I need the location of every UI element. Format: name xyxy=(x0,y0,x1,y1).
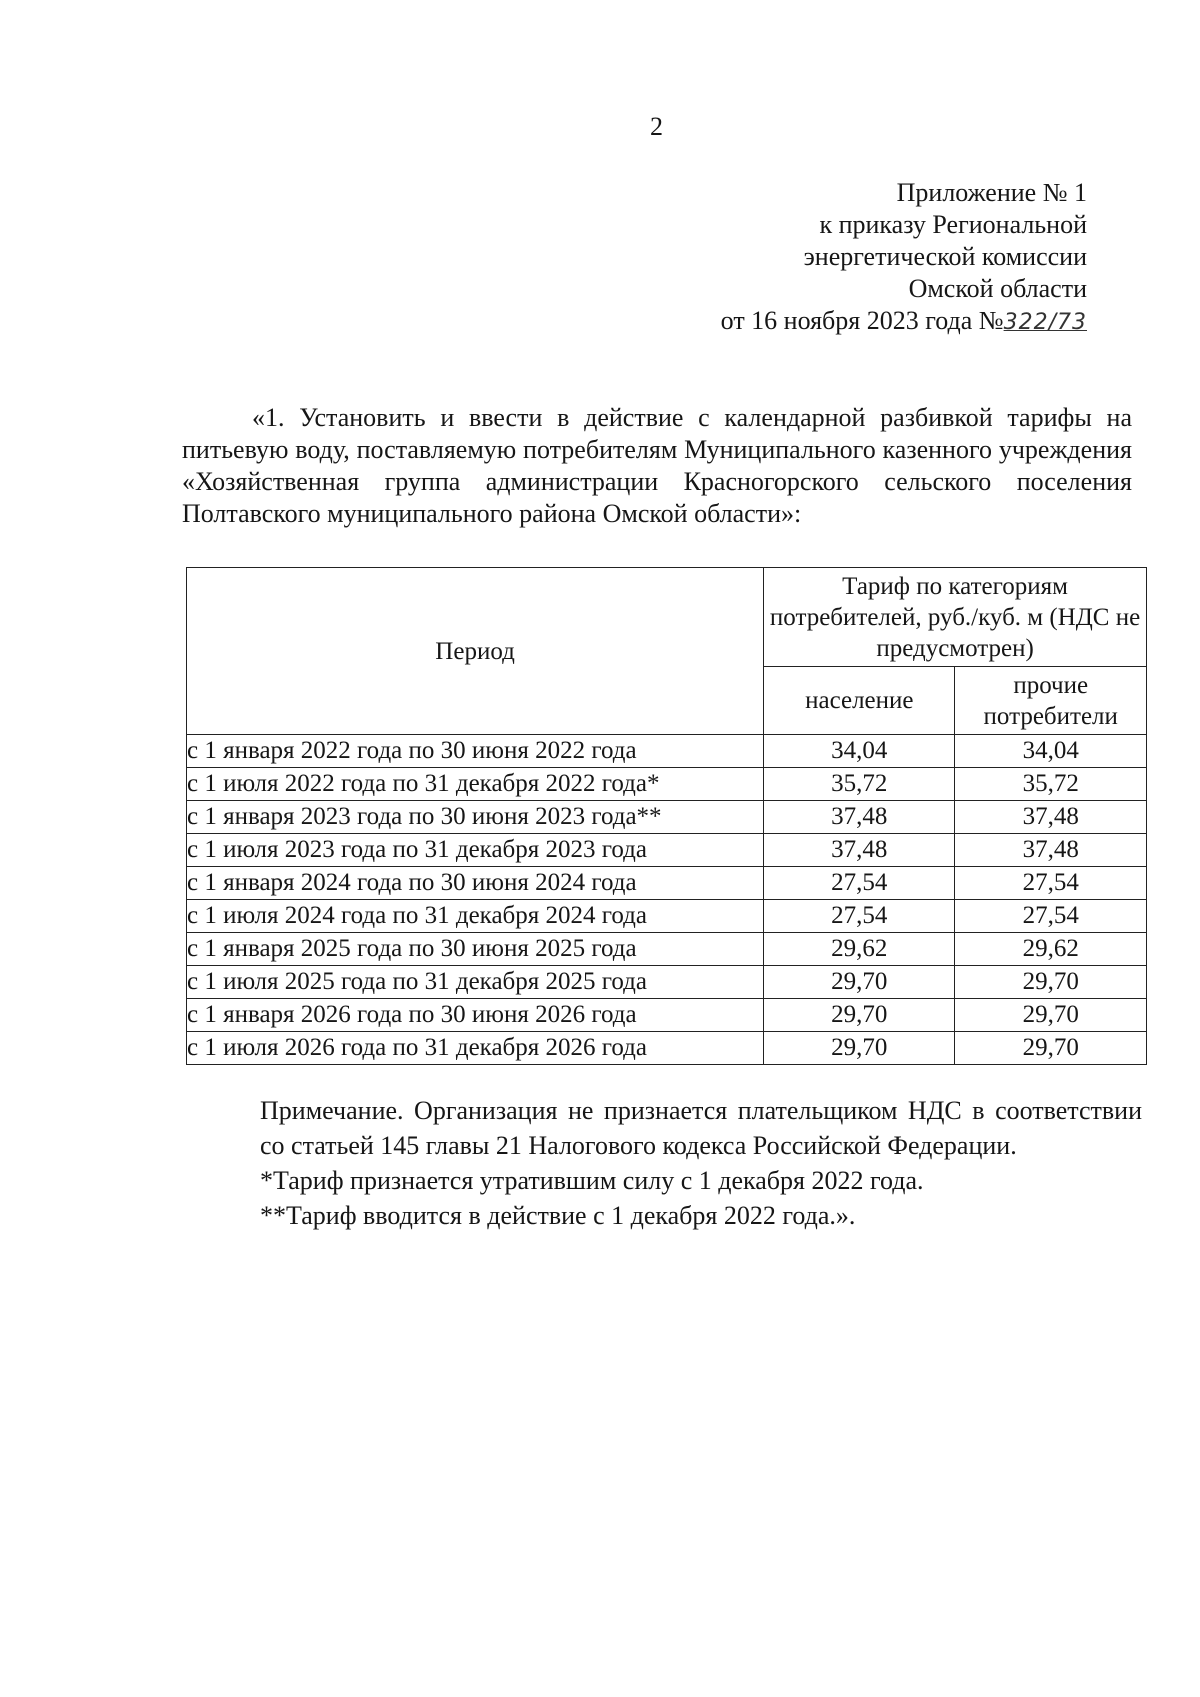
appendix-order-ref: к приказу Региональной xyxy=(819,210,1087,239)
appendix-region: Омской области xyxy=(908,274,1087,303)
row-population-value: 29,70 xyxy=(764,999,955,1032)
table-row xyxy=(187,801,1147,834)
row-population-value: 29,70 xyxy=(764,966,955,999)
appendix-date-line xyxy=(721,305,1087,339)
order-number-handwritten: 322/73 xyxy=(1003,310,1087,335)
row-period: с 1 июля 2023 года по 31 декабря 2023 года xyxy=(187,834,764,867)
header-tariff: Тариф по категориям потребителей, руб./куб. м (НДС не предусмотрен) xyxy=(764,568,1147,667)
row-period: с 1 января 2022 года по 30 июня 2022 года xyxy=(187,735,764,768)
row-period: с 1 января 2026 года по 30 июня 2026 года xyxy=(187,999,764,1032)
row-other-value: 29,70 xyxy=(955,999,1147,1032)
row-other-value: 35,72 xyxy=(955,768,1147,801)
row-population-value: 37,48 xyxy=(764,801,955,834)
table-row xyxy=(187,867,1147,900)
row-other-value: 27,54 xyxy=(955,900,1147,933)
row-population-value: 29,62 xyxy=(764,933,955,966)
table-row xyxy=(187,999,1147,1032)
header-period: Период xyxy=(187,568,764,735)
row-period: с 1 января 2025 года по 30 июня 2025 года xyxy=(187,933,764,966)
table-row xyxy=(187,1032,1147,1065)
table-row xyxy=(187,735,1147,768)
appendix-date: от 16 ноября 2023 года № xyxy=(720,306,1004,335)
footnote-1: *Тариф признается утратившим силу с 1 декабря 2022 года. xyxy=(260,1166,924,1195)
row-period: с 1 января 2024 года по 30 июня 2024 года xyxy=(187,867,764,900)
notes-section xyxy=(182,1093,1142,1233)
row-period: с 1 июля 2022 года по 31 декабря 2022 года* xyxy=(187,768,764,801)
row-period: с 1 июля 2026 года по 31 декабря 2026 года xyxy=(187,1032,764,1065)
row-population-value: 27,54 xyxy=(764,867,955,900)
row-other-value: 34,04 xyxy=(955,735,1147,768)
note-paragraph: Примечание. Организация не признается плательщиком НДС в соответствии со статьей 145 главы 21 Налогового кодекса Российской Федерации. xyxy=(260,1096,1142,1160)
header-other-consumers: прочие потребители xyxy=(955,667,1147,735)
row-population-value: 35,72 xyxy=(764,768,955,801)
row-population-value: 27,54 xyxy=(764,900,955,933)
row-population-value: 34,04 xyxy=(764,735,955,768)
row-period: с 1 июля 2024 года по 31 декабря 2024 года xyxy=(187,900,764,933)
table-row xyxy=(187,900,1147,933)
row-other-value: 37,48 xyxy=(955,801,1147,834)
row-other-value: 27,54 xyxy=(955,867,1147,900)
row-population-value: 29,70 xyxy=(764,1032,955,1065)
row-other-value: 29,70 xyxy=(955,1032,1147,1065)
row-other-value: 37,48 xyxy=(955,834,1147,867)
table-row xyxy=(187,966,1147,999)
row-period: с 1 января 2023 года по 30 июня 2023 года** xyxy=(187,801,764,834)
appendix-commission: энергетической комиссии xyxy=(803,242,1087,271)
appendix-title: Приложение № 1 xyxy=(896,178,1087,207)
table-row xyxy=(187,933,1147,966)
page-number: 2 xyxy=(650,112,663,141)
row-population-value: 37,48 xyxy=(764,834,955,867)
header-population: население xyxy=(764,667,955,735)
row-other-value: 29,62 xyxy=(955,933,1147,966)
intro-text: «1. Установить и ввести в действие с календарной разбивкой тарифы на питьевую воду, поставляемую потребителям Муниципального казенного учреждения «Хозяйственная группа администрации Красногорского сельского поселения Полтавского муниципального района Омской области»: xyxy=(182,403,1132,528)
row-other-value: 29,70 xyxy=(955,966,1147,999)
appendix-header xyxy=(721,177,1087,339)
footnote-2: **Тариф вводится в действие с 1 декабря 2022 года.». xyxy=(260,1201,856,1230)
table-row xyxy=(187,768,1147,801)
table-row xyxy=(187,834,1147,867)
intro-paragraph xyxy=(182,402,1132,530)
row-period: с 1 июля 2025 года по 31 декабря 2025 года xyxy=(187,966,764,999)
tariff-table xyxy=(186,567,1147,1065)
